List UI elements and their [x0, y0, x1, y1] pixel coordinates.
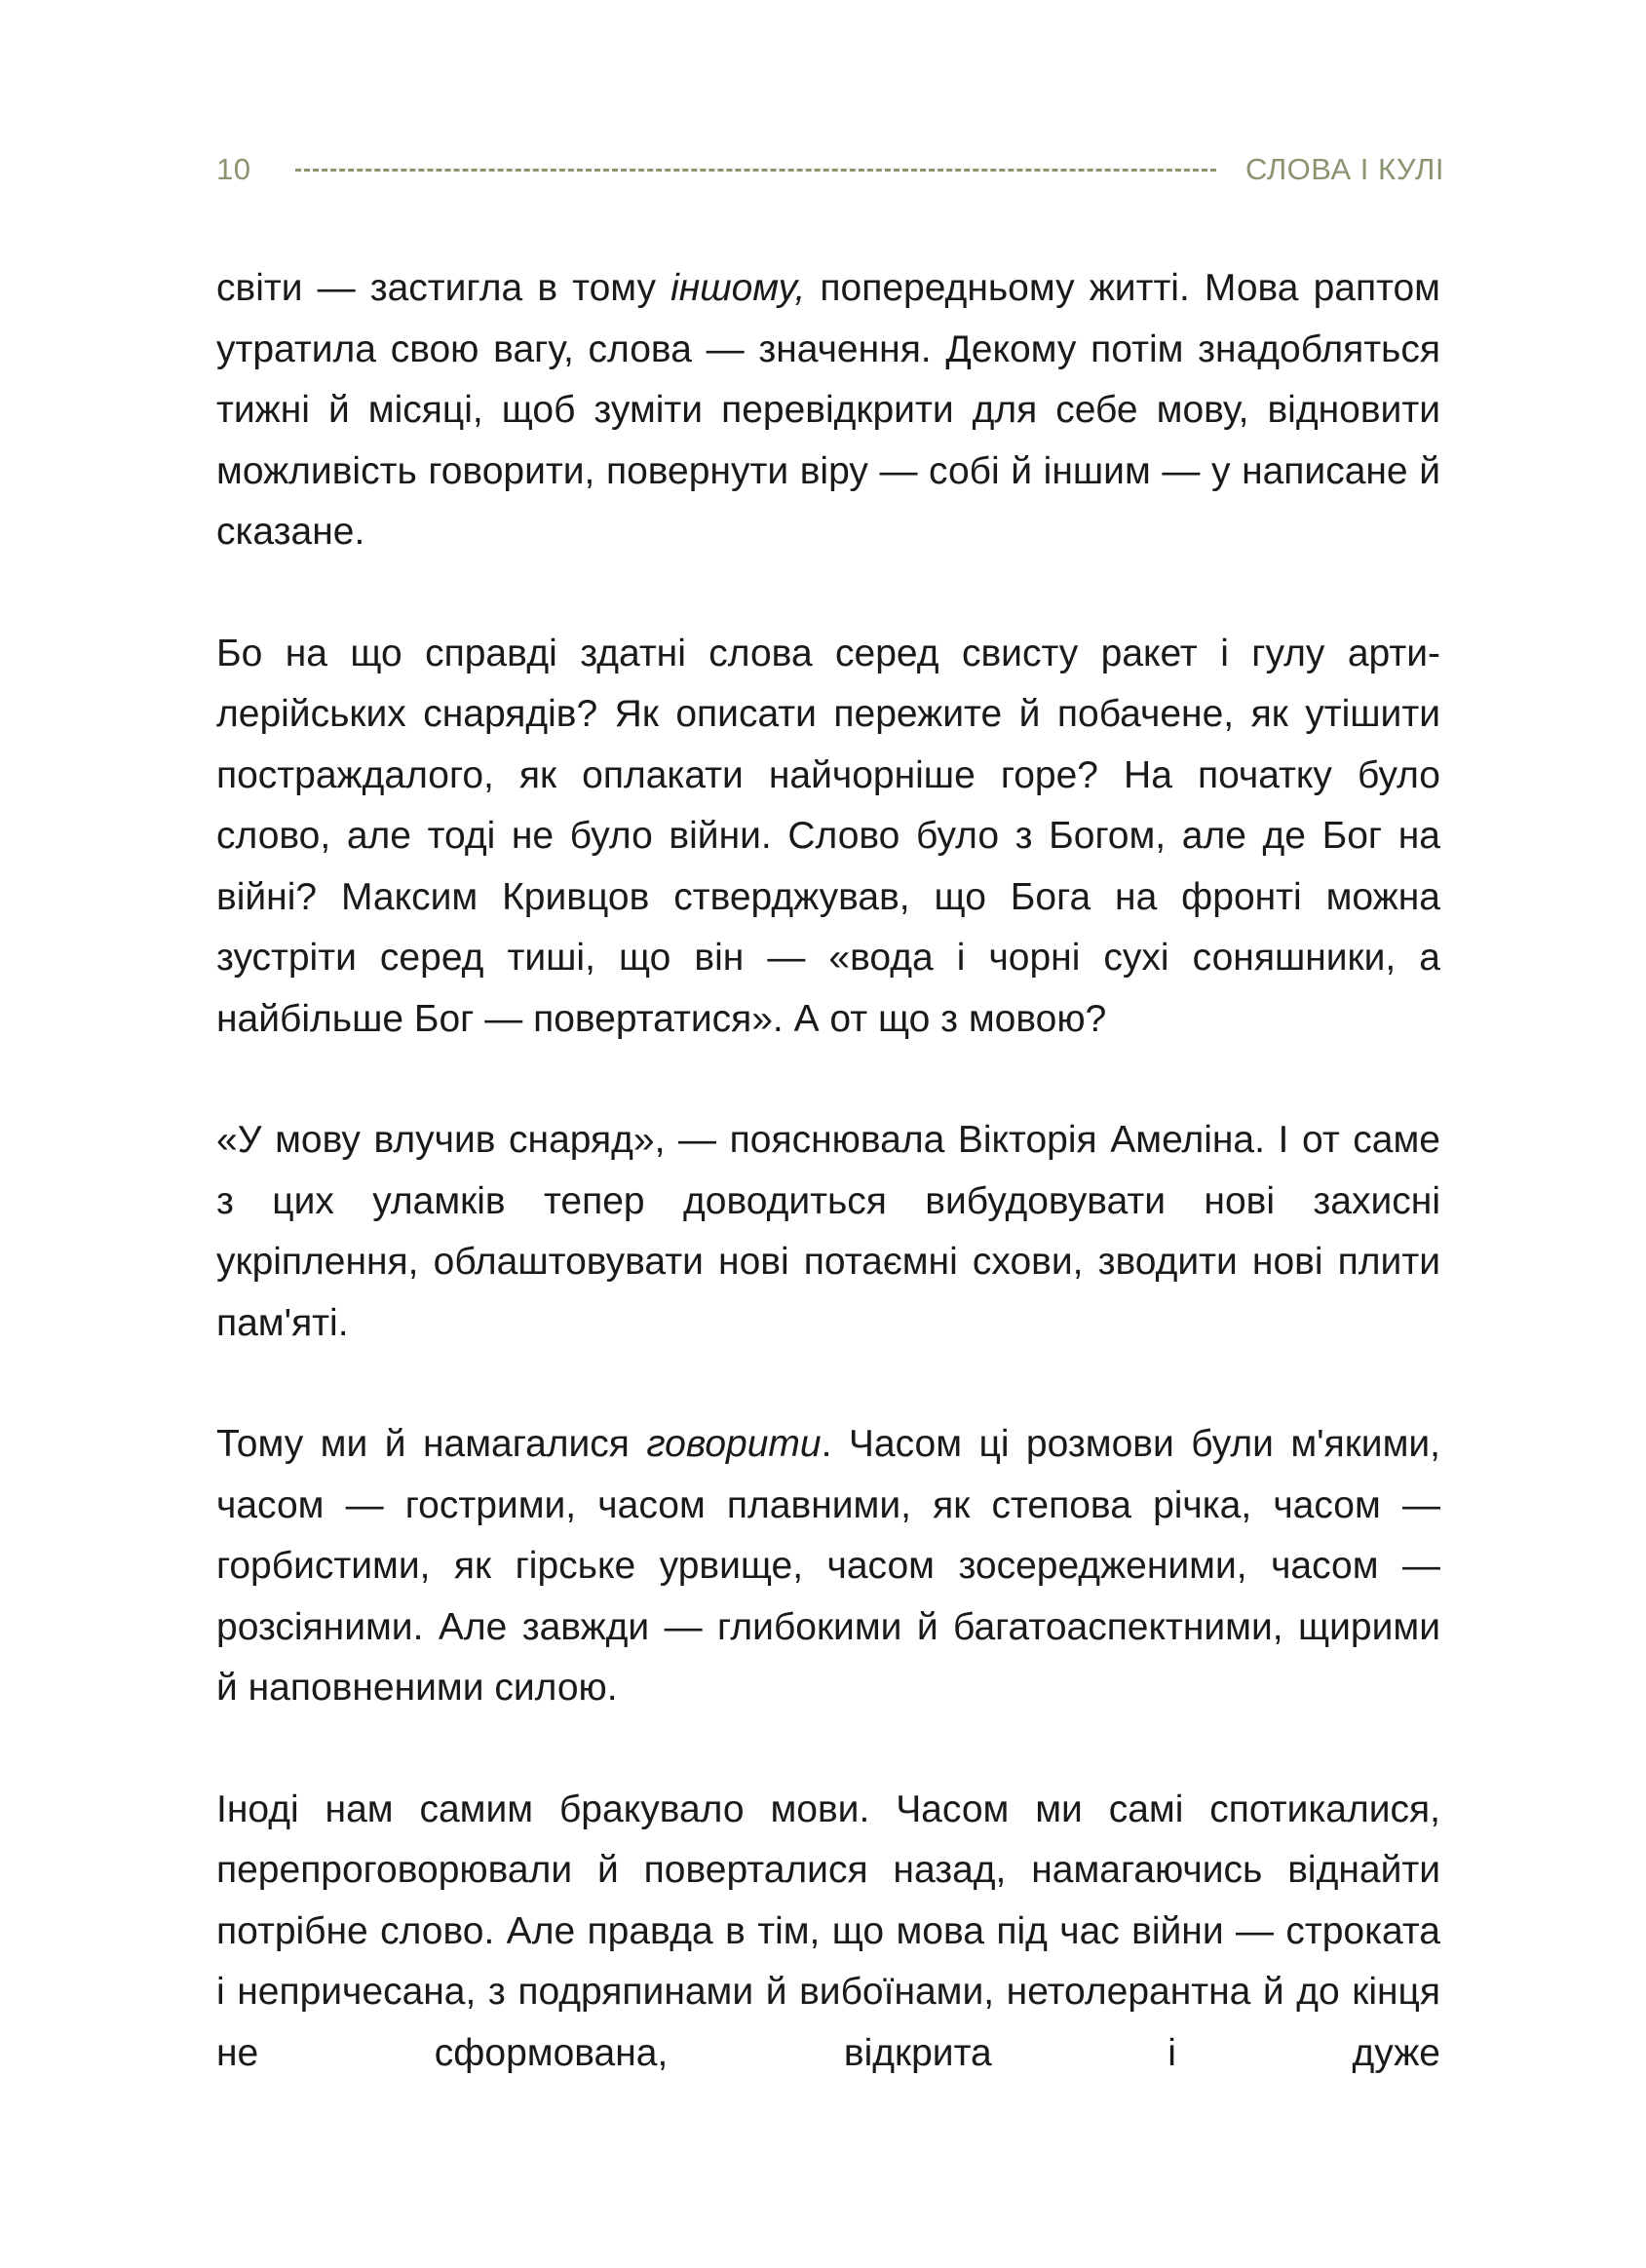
running-header — [216, 148, 1444, 191]
paragraph-4-emphasis: говорити — [646, 1423, 822, 1465]
paragraph-1 — [216, 258, 1440, 563]
paragraph-1-emphasis: іншому, — [670, 267, 806, 309]
page-number: 10 — [216, 152, 251, 186]
paragraph-5: Іноді нам самим бракувало мови. Часом ми самі спотикалися, перепроговорювали й поверталися назад, намагаючись віднайти потрібне слово. Але правда в тім, що мова під час війни — строката і непричесана, з подряпинами й вибоїнами, нетолерантна й до кінця не сформована, відкрита і дуже — [216, 1787, 1440, 2074]
paragraph-3: «У мову влучив снаряд», — пояснювала Вікторія Амеліна. І от саме з цих уламків тепер доводиться вибудовувати нові захисні укріплення, облаштовувати нові потаємні схови, зводити нові плити пам'яті. — [216, 1119, 1440, 1344]
dashed-rule — [295, 169, 1216, 172]
paragraph-1-text-cont: попередньому житті. Мова раптом утратила свою вагу, слова — значення. Декому потім знадобляться тижні й місяці, щоб зуміти перевідкрити для себе мову, відновити можливість говорити, повернути віру — собі й іншим — у написане й сказане. — [216, 267, 1440, 553]
body-text — [216, 258, 1440, 2084]
paragraph-4 — [216, 1414, 1440, 1719]
paragraph-4-text-cont: . Часом ці розмови були м'якими, часом — гострими, часом плавними, як степова річка, часом — горбистими, як гірське урвище, часом зосередженими, часом — розсіяними. Але завжди — глибокими й багатоаспектними, щирими й наповненими силою. — [216, 1423, 1440, 1709]
paragraph-2: Бо на що справді здатні слова серед свисту ракет і гулу артилерійських снарядів? Як описати пережите й побачене, як утішити постраждалого, як оплакати найчорніше горе? На початку було слово, але тоді не було війни. Слово було з Богом, але де Бог на війні? Максим Кривцов стверджував, що Бога на фронті можна зустріти серед тиші, що він — «вода і чорні сухі соняшники, а найбільше Бог — повертатися». А от що з мовою? — [216, 632, 1440, 1040]
running-title: СЛОВА І КУЛІ — [1244, 152, 1444, 186]
paragraph-4-text: Тому ми й намагалися — [216, 1423, 647, 1465]
paragraph-1-text: світи — застигла в тому — [216, 267, 671, 309]
